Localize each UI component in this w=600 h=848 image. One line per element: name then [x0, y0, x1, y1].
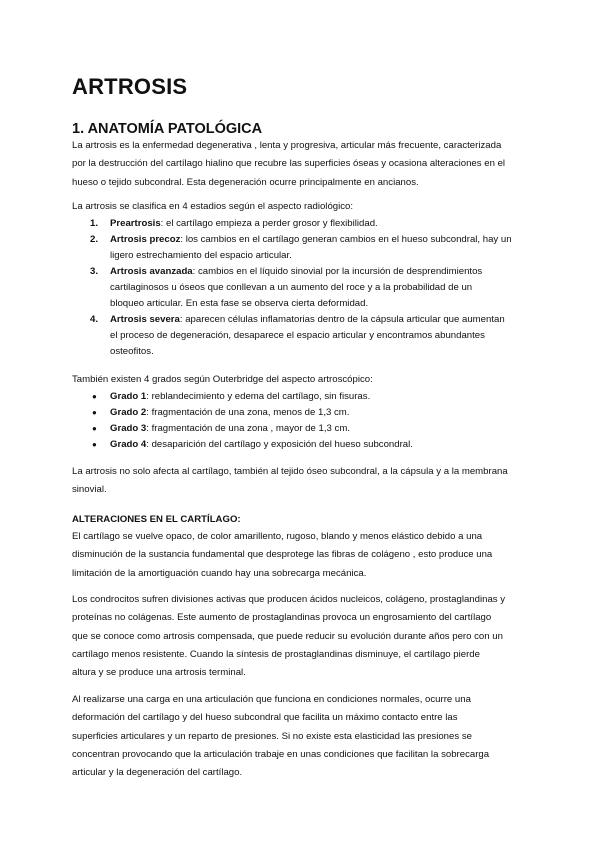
- text-line: El cartílago se vuelve opaco, de color amarillento, rugoso, blando y menos elástico debido a una: [72, 531, 483, 542]
- list-item-desc: : los cambios en el cartílago generan cambios en el hueso subcondral, hay un: [180, 234, 512, 245]
- text-line: proteínas no colágenas. Este aumento de prostaglandinas provoca un engrosamiento del cartílago: [72, 612, 492, 624]
- bullet-icon: ●: [92, 392, 97, 401]
- list-item-term: Grado 2: [110, 407, 147, 418]
- list-item-desc: : fragmentación de una zona , mayor de 1,3 cm.: [146, 423, 350, 434]
- list-item-text: [110, 264, 482, 280]
- list-item-text: [110, 437, 413, 453]
- bullet-icon: ●: [92, 440, 97, 449]
- paragraph-affected-tissues: [72, 463, 542, 500]
- text-line: Los condrocitos sufren divisiones activas que producen ácidos nucleicos, colágeno, prostaglandinas y: [72, 594, 506, 605]
- list-item-desc: : aparecen células inflamatorias dentro de la cápsula articular que aumentan: [179, 314, 505, 325]
- list-item-continuation: osteofitos.: [110, 346, 154, 357]
- bullet-icon: ●: [92, 424, 97, 433]
- text-line: limitación de la amortiguación cuando hay una sobrecarga mecánica.: [72, 567, 367, 579]
- text-line: concentran provocando que la articulación trabaje en unas condiciones que facilitan la sobrecarga: [72, 748, 490, 760]
- list-item: [72, 389, 542, 405]
- list-item-continuation: bloqueo articular. En esta fase se observa cierta deformidad.: [110, 298, 369, 309]
- text-line: cartílago menos resistente. Cuando la síntesis de prostaglandinas disminuye, el cartílago pierde: [72, 648, 480, 660]
- list-number: 2.: [90, 234, 99, 245]
- bullet-icon: ●: [92, 408, 97, 417]
- list-number: 3.: [90, 266, 99, 277]
- paragraph-stages-intro: [72, 198, 542, 216]
- list-item-desc: : el cartílago empieza a perder grosor y flexibilidad.: [160, 218, 378, 229]
- list-number: 4.: [90, 314, 99, 325]
- list-item-text: [110, 312, 505, 328]
- list-item-term: Grado 3: [110, 423, 147, 434]
- list-item-text: [110, 389, 370, 405]
- list-item-continuation: ligero estrechamiento del espacio articular.: [110, 250, 292, 261]
- paragraph-chondrocytes: [72, 591, 542, 682]
- text-line: deformación del cartílago y del hueso subcondral que facilita un máximo contacto entre las: [72, 712, 458, 724]
- text-line: La artrosis es la enfermedad degenerativa , lenta y progresiva, articular más frecuente, caracterizada: [72, 140, 502, 151]
- stages-list: [72, 216, 542, 360]
- list-item-term: Grado 1: [110, 391, 147, 402]
- list-item: [72, 437, 542, 453]
- paragraph-cartilage-changes: [72, 528, 542, 583]
- subheading: ALTERACIONES EN EL CARTÍLAGO:: [72, 514, 241, 525]
- paragraph-grades-intro: [72, 371, 542, 389]
- paragraph-load: [72, 691, 542, 782]
- list-item-term: Artrosis precoz: [110, 234, 181, 245]
- text-line: Al realizarse una carga en una articulación que funciona en condiciones normales, ocurre una: [72, 694, 471, 705]
- text-line: También existen 4 grados según Outerbridge del aspecto artroscópico:: [72, 374, 373, 385]
- document-title: ARTROSIS: [72, 74, 188, 99]
- list-item-term: Preartrosis: [110, 218, 161, 229]
- list-item: [72, 264, 542, 280]
- text-line: altura y se produce una artrosis terminal.: [72, 667, 246, 679]
- list-item-text: [110, 216, 378, 232]
- list-item: [72, 216, 542, 232]
- list-item-term: Grado 4: [110, 439, 147, 450]
- text-line: articular y la degeneración del cartílago.: [72, 767, 243, 779]
- text-line: sinovial.: [72, 484, 107, 496]
- paragraph-definition: [72, 137, 542, 192]
- list-item-text: [110, 421, 350, 437]
- text-line: disminución de la sustancia fundamental que desprotege las fibras de colágeno , esto produce una: [72, 549, 493, 561]
- text-line: La artrosis no solo afecta al cartílago, también al tejido óseo subcondral, a la cápsula y a la membrana: [72, 466, 508, 477]
- list-item-text: [110, 232, 512, 248]
- list-item: [72, 421, 542, 437]
- list-item: [72, 405, 542, 421]
- list-item: [72, 232, 542, 248]
- list-item-desc: : reblandecimiento y edema del cartílago, sin fisuras.: [146, 391, 371, 402]
- subsection: [72, 511, 542, 529]
- list-item-continuation: el proceso de degeneración, desaparece el espacio articular y encontramos abundantes: [110, 330, 485, 341]
- list-item-desc: : fragmentación de una zona, menos de 1,3 cm.: [146, 407, 350, 418]
- text-line: por la destrucción del cartílago hialino que recubre las superficies óseas y ocasiona alteraciones en el: [72, 158, 506, 170]
- text-line: hueso o tejido subcondral. Esta degeneración ocurre principalmente en ancianos.: [72, 176, 419, 188]
- text-line: superficies articulares y un reparto de presiones. Si no existe esta elasticidad las presiones se: [72, 730, 472, 742]
- grades-list: [72, 389, 542, 453]
- list-item: [72, 312, 542, 328]
- text-line: La artrosis se clasifica en 4 estadios según el aspecto radiológico:: [72, 201, 354, 212]
- list-item-term: Artrosis severa: [110, 314, 180, 325]
- section-heading: 1. ANATOMÍA PATOLÓGICA: [72, 121, 263, 137]
- text-line: que se conoce como artrosis compensada, que puede reducir su evolución durante años pero con un: [72, 630, 503, 642]
- list-item-text: [110, 405, 349, 421]
- list-item-term: Artrosis avanzada: [110, 266, 193, 277]
- list-item-continuation: cartilaginosos u óseos que conllevan a un aumento del roce y a la probabilidad de un: [110, 282, 473, 293]
- list-item-desc: : cambios en el líquido sinovial por la incursión de desprendimientos: [192, 266, 483, 277]
- list-number: 1.: [90, 218, 99, 229]
- list-item-desc: : desaparición del cartílago y exposición del hueso subcondral.: [146, 439, 413, 450]
